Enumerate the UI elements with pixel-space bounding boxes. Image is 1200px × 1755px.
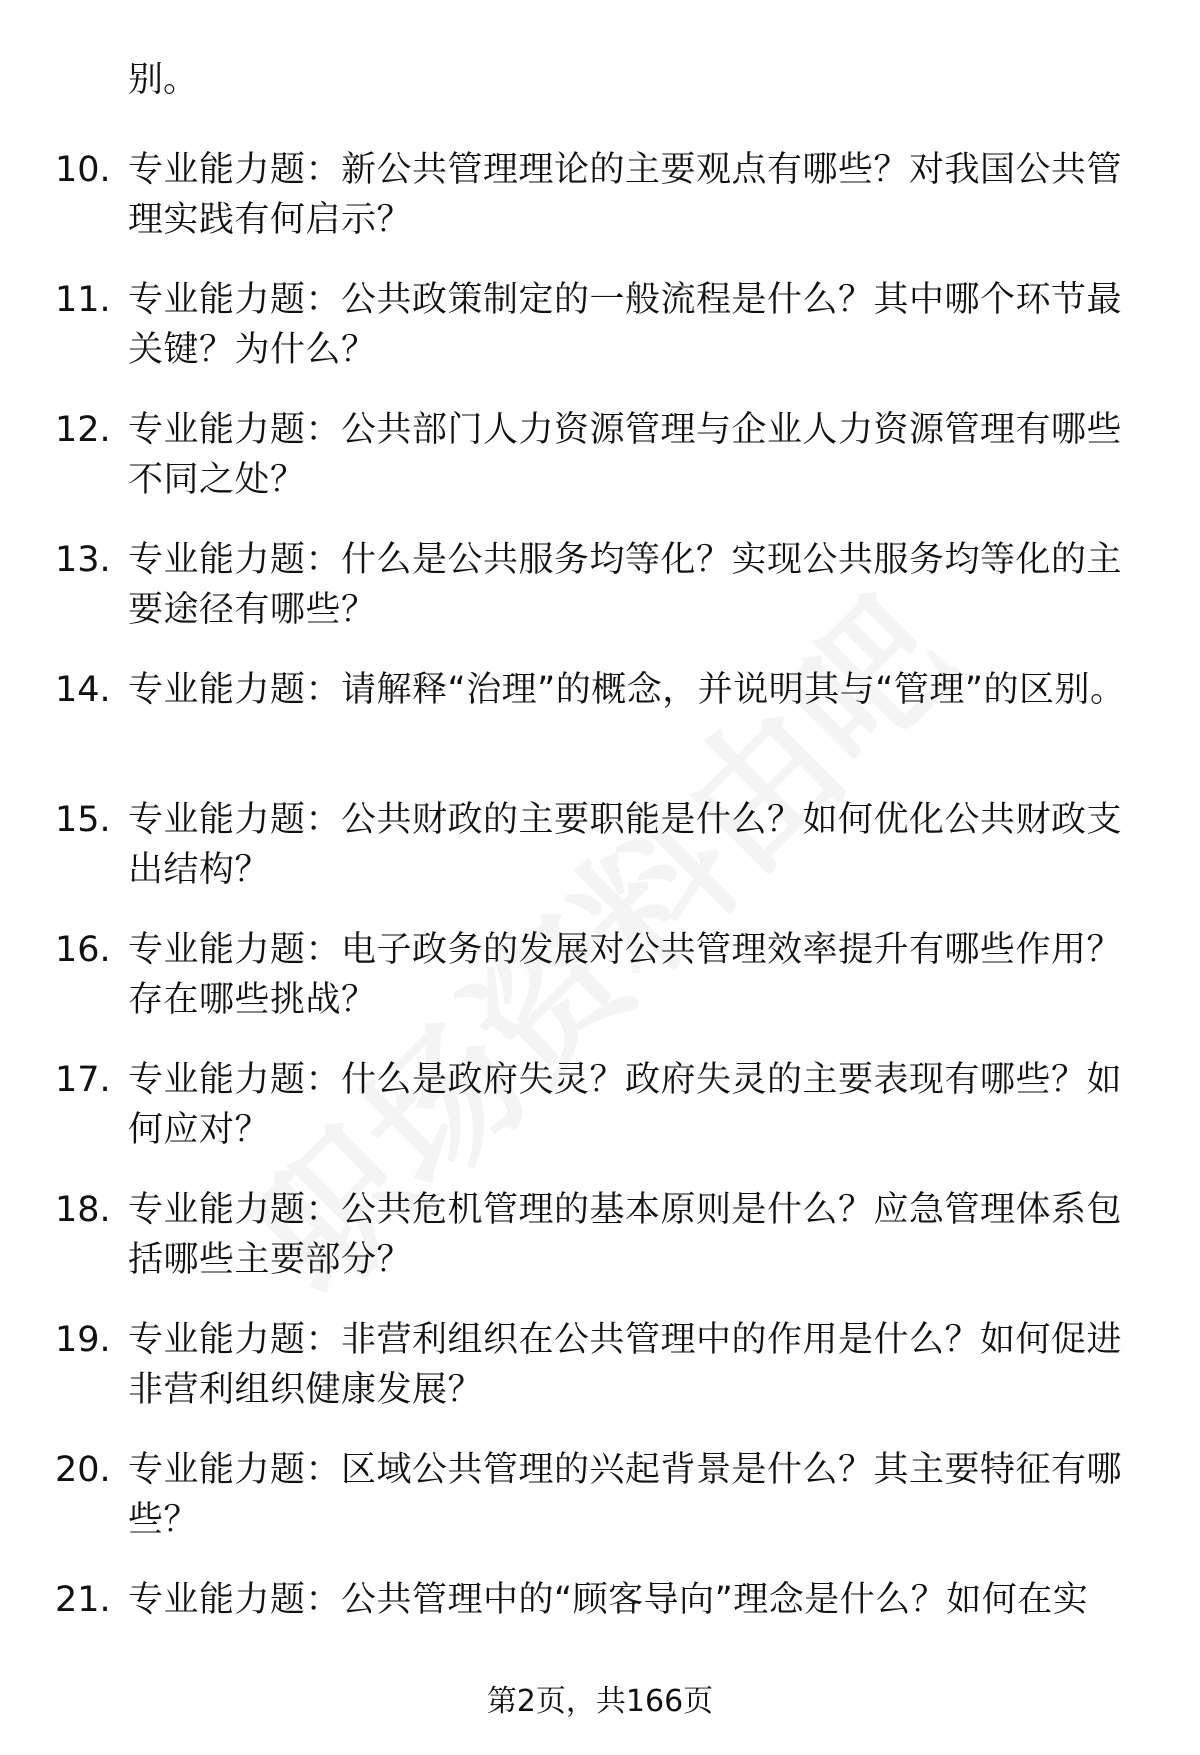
question-item	[0, 1185, 1200, 1315]
question-number: 20.	[55, 1450, 111, 1490]
question-number: 18.	[55, 1190, 111, 1230]
question-text: 专业能力题：什么是公共服务均等化？实现公共服务均等化的主要途径有哪些？	[128, 540, 1123, 630]
continuation-text: 别。	[128, 60, 199, 100]
question-item	[0, 795, 1200, 925]
question-number: 16.	[55, 930, 111, 970]
question-number: 10.	[55, 150, 111, 190]
question-number: 12.	[55, 410, 111, 450]
question-number: 11.	[55, 280, 111, 320]
question-item	[0, 1445, 1200, 1575]
question-number: 17.	[55, 1060, 111, 1100]
question-number: 21.	[55, 1580, 111, 1620]
question-text: 专业能力题：公共政策制定的一般流程是什么？其中哪个环节最关键？为什么？	[128, 280, 1123, 370]
page-footer: 第2页，共166页	[486, 1684, 714, 1719]
question-text: 专业能力题：公共部门人力资源管理与企业人力资源管理有哪些不同之处？	[128, 410, 1123, 500]
question-item	[0, 665, 1200, 795]
question-text: 专业能力题：新公共管理理论的主要观点有哪些？对我国公共管理实践有何启示？	[128, 150, 1123, 240]
question-text: 专业能力题：请解释“治理”的概念，并说明其与“管理”的区别。	[128, 670, 1126, 710]
question-text: 专业能力题：公共财政的主要职能是什么？如何优化公共财政支出结构？	[128, 800, 1123, 890]
question-item	[0, 925, 1200, 1055]
question-text: 专业能力题：什么是政府失灵？政府失灵的主要表现有哪些？如何应对？	[128, 1060, 1123, 1150]
question-text: 专业能力题：公共危机管理的基本原则是什么？应急管理体系包括哪些主要部分？	[128, 1190, 1123, 1280]
question-text: 专业能力题：电子政务的发展对公共管理效率提升有哪些作用？存在哪些挑战？	[128, 930, 1123, 1020]
question-item	[0, 1055, 1200, 1185]
question-text: 专业能力题：区域公共管理的兴起背景是什么？其主要特征有哪些？	[128, 1450, 1123, 1540]
question-number: 14.	[55, 670, 111, 710]
question-text: 专业能力题：公共管理中的“顾客导向”理念是什么？如何在实	[128, 1580, 1089, 1620]
question-item	[0, 405, 1200, 535]
question-item	[0, 535, 1200, 665]
question-number: 19.	[55, 1320, 111, 1360]
question-text: 专业能力题：非营利组织在公共管理中的作用是什么？如何促进非营利组织健康发展？	[128, 1320, 1123, 1410]
question-number: 13.	[55, 540, 111, 580]
question-number: 15.	[55, 800, 111, 840]
question-item	[0, 145, 1200, 275]
question-item	[0, 275, 1200, 405]
question-list	[0, 145, 1200, 1705]
question-item	[0, 1315, 1200, 1445]
